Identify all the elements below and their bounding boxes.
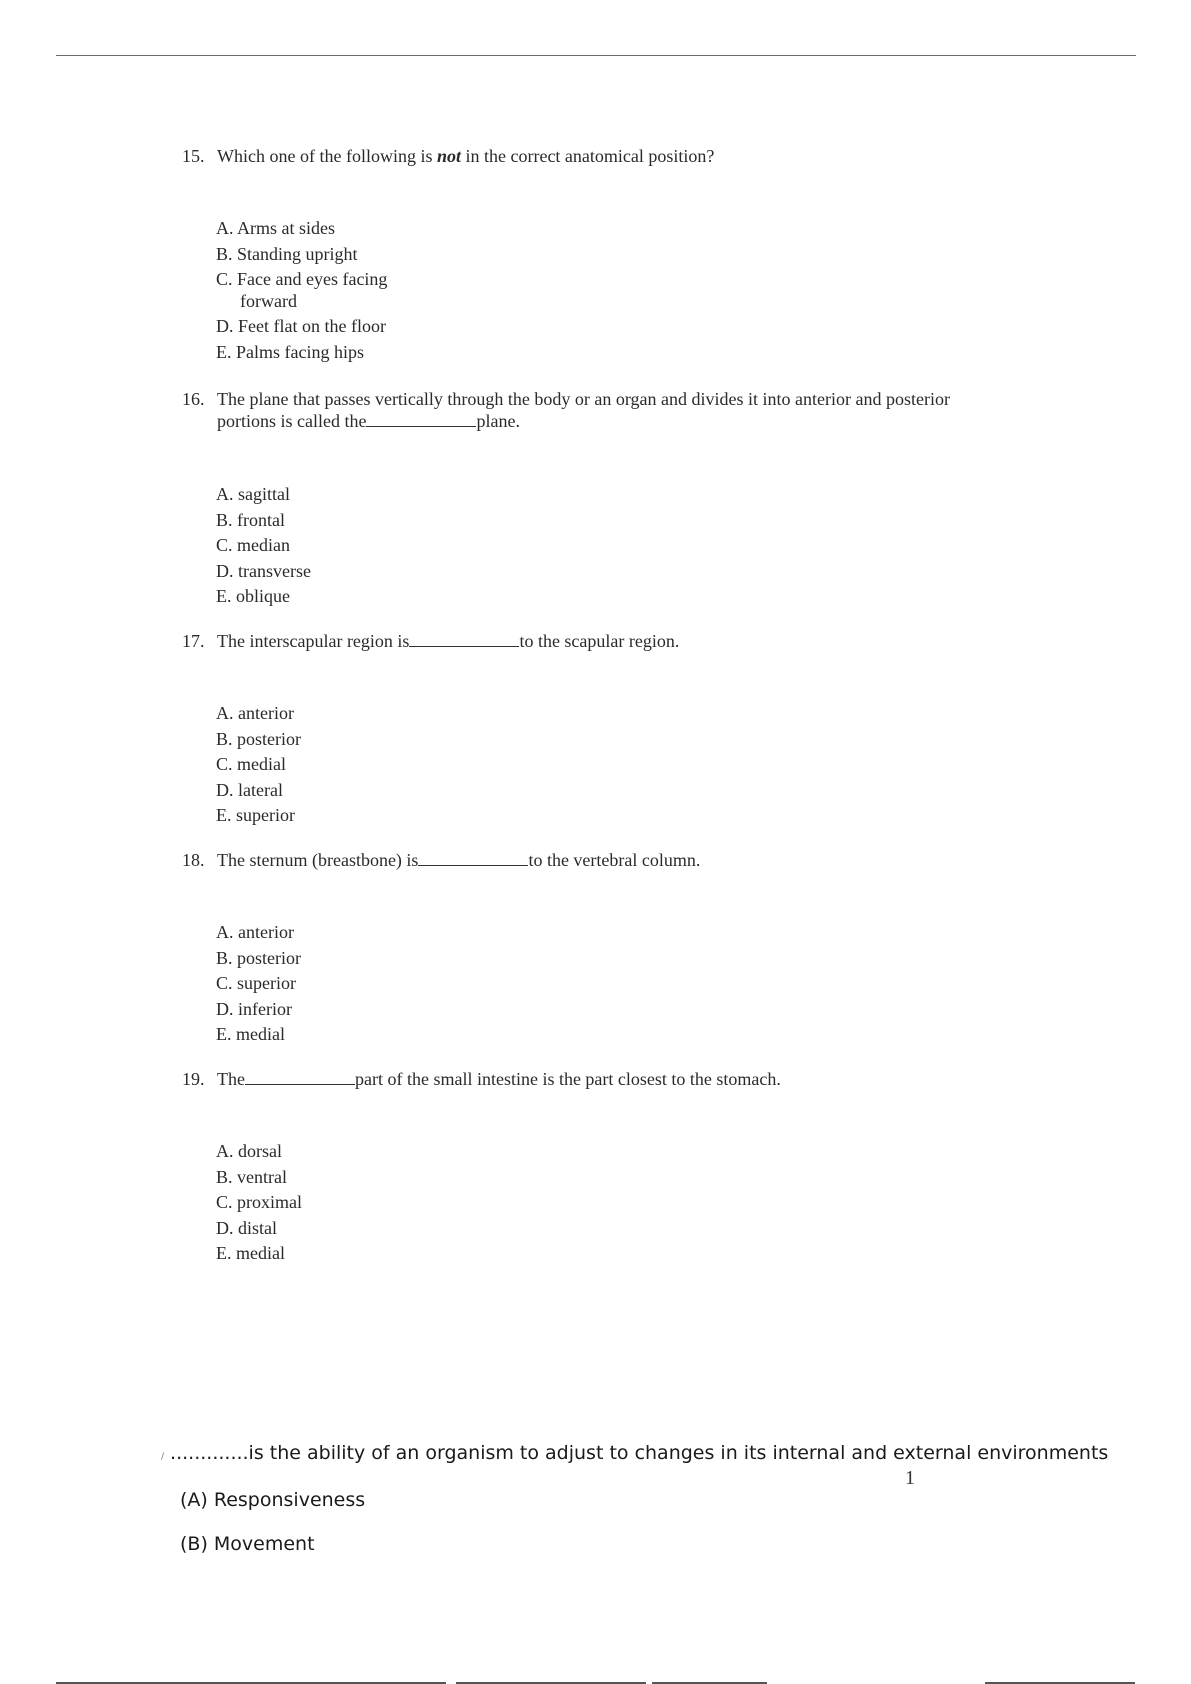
question-17 [182, 630, 1042, 652]
option-e: E. medial [216, 1243, 285, 1263]
question-number: 15. [182, 146, 205, 166]
stem-line-1: The plane that passes vertically through the body or an organ and divides it into anterior and posterior [217, 389, 950, 409]
answer-blank [418, 850, 528, 866]
option-c: C. median [216, 535, 290, 555]
extra-option-a: (A) Responsiveness [180, 1489, 366, 1511]
option-a: A. sagittal [216, 484, 290, 504]
option-d: D. transverse [216, 560, 311, 581]
option-a: A. anterior [216, 703, 294, 723]
option-d: D. lateral [216, 779, 283, 800]
question-marker: / [161, 1452, 165, 1462]
option-c-continuation: forward [240, 290, 297, 311]
question-number: 16. [182, 389, 205, 409]
options-19 [216, 1139, 302, 1267]
options-16 [216, 482, 311, 610]
question-18 [182, 849, 1042, 871]
option-a: A. Arms at sides [216, 218, 335, 238]
option-e: E. Palms facing hips [216, 341, 364, 362]
question-number: 19. [182, 1069, 205, 1089]
answer-blank [245, 1069, 355, 1085]
option-d: D. inferior [216, 998, 292, 1019]
options-15 [216, 216, 387, 365]
option-b: B. ventral [216, 1166, 287, 1187]
option-a: A. dorsal [216, 1141, 282, 1161]
option-d: D. distal [216, 1217, 277, 1238]
question-stem: The sternum (breastbone) is to the vertebral column. [217, 850, 701, 870]
top-rule [56, 55, 1136, 56]
question-stem: The part of the small intestine is the part closest to the stomach. [217, 1069, 781, 1089]
question-16 [182, 388, 1042, 432]
question-number: 18. [182, 850, 205, 870]
option-b: B. posterior [216, 728, 301, 749]
question-stem: The interscapular region is to the scapular region. [217, 631, 680, 651]
question-number: 17. [182, 631, 205, 651]
option-e: E. oblique [216, 586, 290, 606]
answer-blank [366, 411, 476, 427]
question-19 [182, 1068, 1042, 1090]
extra-option-b: (B) Movement [180, 1533, 315, 1555]
option-e: E. superior [216, 805, 295, 825]
option-b: B. Standing upright [216, 243, 358, 264]
emphasis-not: not [436, 146, 461, 166]
options-17 [216, 701, 301, 829]
option-c: C. superior [216, 973, 296, 993]
extra-question-stem [161, 1442, 1108, 1464]
option-e: E. medial [216, 1024, 285, 1044]
option-b: B. posterior [216, 947, 301, 968]
option-c: C. Face and eyes facing [216, 269, 388, 289]
option-c: C. proximal [216, 1192, 302, 1212]
options-18 [216, 920, 301, 1048]
question-15 [182, 145, 1042, 167]
option-c: C. medial [216, 754, 286, 774]
option-d: D. Feet flat on the floor [216, 316, 386, 336]
question-stem: The plane that passes vertically through the body or an organ and divides it into anterior and posterior portions is called the plane. [217, 389, 950, 431]
option-a: A. anterior [216, 922, 294, 942]
answer-blank [409, 631, 519, 647]
question-stem: Which one of the following is not in the correct anatomical position? [217, 146, 715, 166]
option-b: B. frontal [216, 509, 285, 530]
extra-stem-text: .............is the ability of an organism to adjust to changes in its internal and external environments [170, 1442, 1109, 1464]
page-number: 1 [905, 1467, 915, 1489]
